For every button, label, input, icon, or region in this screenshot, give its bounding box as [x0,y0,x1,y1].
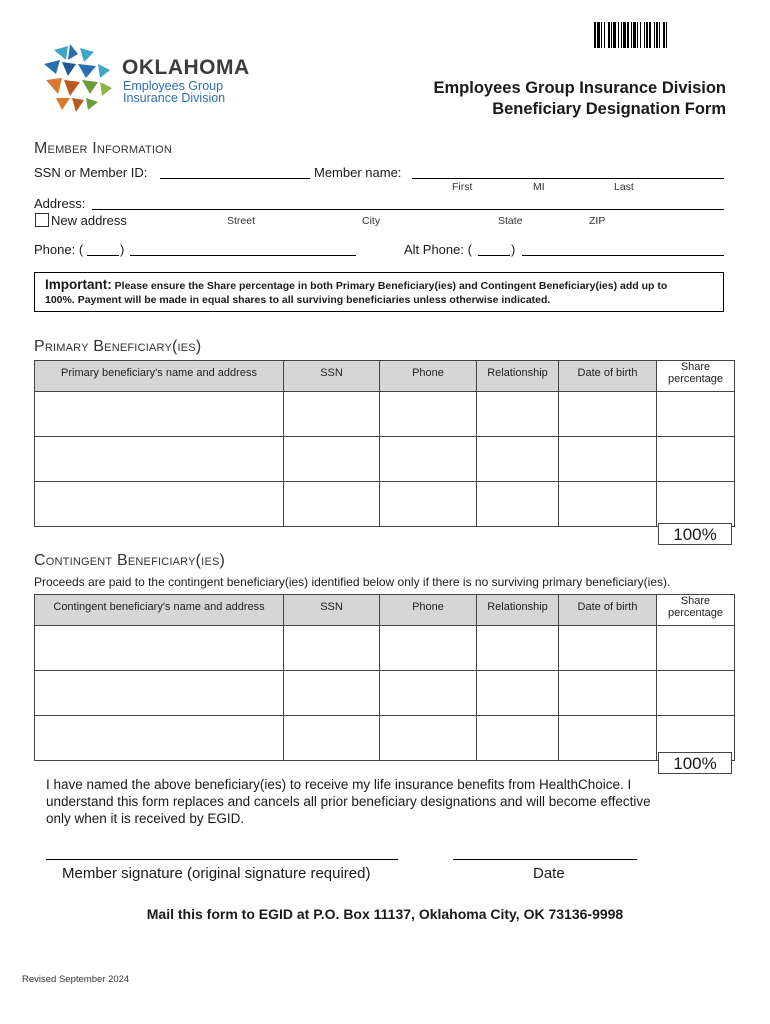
ssn-cell[interactable] [284,392,380,437]
signature-date-input[interactable] [453,859,637,860]
contingent-beneficiaries-heading: Contingent Beneficiary(ies) [34,552,226,569]
address-part-zip: ZIP [589,215,606,227]
primary-share-total: 100% [658,523,732,545]
beneficiary-name-cell[interactable] [35,626,284,671]
contingent-beneficiaries-table [34,594,735,761]
ssn-cell[interactable] [284,626,380,671]
address-part-street: Street [227,215,256,227]
ssn-cell[interactable] [284,716,380,761]
barcode-bar [667,22,669,48]
column-header: Phone [380,361,477,392]
contingent-note: Proceeds are paid to the contingent beneficiary(ies) identified below only if there is no surviving primary beneficiary(ies). [34,575,671,589]
name-part-last: Last [614,181,634,193]
column-header: Share percentage [657,361,735,392]
contingent-share-total: 100% [658,752,732,774]
ssn-label: SSN or Member ID: [34,165,148,180]
relationship-cell[interactable] [477,671,559,716]
relationship-cell[interactable] [477,626,559,671]
ssn-cell[interactable] [284,482,380,527]
address-input[interactable] [92,209,724,210]
member-name-label: Member name: [314,165,402,180]
column-header: Date of birth [559,595,657,626]
important-notice: Important: Please ensure the Share percentage in both Primary Beneficiary(ies) and Contingent Beneficiary(ies) add up to 100%. Payment will be made in equal shares to all surviving beneficiaries unless otherwise indicated. [34,272,724,312]
column-header: Phone [380,595,477,626]
alt-phone-close-paren: ) [511,242,516,257]
table-row [35,716,735,761]
new-address-label: New address [51,213,127,228]
phone-cell[interactable] [380,716,477,761]
relationship-cell[interactable] [477,482,559,527]
logo-wordmark: OKLAHOMA [122,56,250,79]
phone-cell[interactable] [380,671,477,716]
column-header: SSN [284,361,380,392]
column-header: Relationship [477,361,559,392]
primary-beneficiaries-table [34,360,735,527]
address-part-city: City [362,215,381,227]
name-part-mi: MI [533,181,545,193]
alt-phone-label: Alt Phone: ( [404,242,472,257]
alt-phone-area-code-input[interactable] [478,255,510,256]
share-cell[interactable] [657,626,735,671]
revision-date: Revised September 2024 [22,974,130,985]
relationship-cell[interactable] [477,392,559,437]
beneficiary-name-cell[interactable] [35,437,284,482]
phone-area-code-input[interactable] [87,255,119,256]
phone-cell[interactable] [380,392,477,437]
mailing-instructions: Mail this form to EGID at P.O. Box 11137, Oklahoma City, OK 73136-9998 [146,906,624,922]
name-part-first: First [452,181,473,193]
address-part-state: State [498,215,523,227]
date-of-birth-cell[interactable] [559,482,657,527]
phone-cell[interactable] [380,482,477,527]
date-label: Date [533,865,565,882]
address-label: Address: [34,196,86,211]
date-of-birth-cell[interactable] [559,626,657,671]
logo-subtitle: Employees Group Insurance Division [123,79,226,105]
share-cell[interactable] [657,671,735,716]
table-row [35,626,735,671]
member-name-input[interactable] [412,178,724,179]
phone-cell[interactable] [380,626,477,671]
column-header: Relationship [477,595,559,626]
phone-cell[interactable] [380,437,477,482]
date-of-birth-cell[interactable] [559,392,657,437]
phone-close-paren: ) [120,242,125,257]
column-header: Share percentage [657,595,735,626]
column-header: Primary beneficiary's name and address [35,361,284,392]
date-of-birth-cell[interactable] [559,671,657,716]
share-cell[interactable] [657,482,735,527]
date-of-birth-cell[interactable] [559,437,657,482]
form-title: Employees Group Insurance Division Beneficiary Designation Form [433,79,726,118]
member-signature-label: Member signature (original signature required) [62,865,371,882]
share-cell[interactable] [657,392,735,437]
table-row [35,671,735,716]
table-row [35,392,735,437]
relationship-cell[interactable] [477,437,559,482]
column-header: SSN [284,595,380,626]
beneficiary-name-cell[interactable] [35,671,284,716]
share-cell[interactable] [657,437,735,482]
new-address-checkbox[interactable] [35,213,49,227]
alt-phone-number-input[interactable] [522,255,724,256]
beneficiary-name-cell[interactable] [35,716,284,761]
member-signature-input[interactable] [46,859,398,860]
ssn-input[interactable] [160,178,310,179]
barcode [594,22,740,48]
authorization-statement: I have named the above beneficiary(ies) to receive my life insurance benefits from HealthChoice. I understand this form replaces and cancels all prior beneficiary designations and will become effective only when it is received by EGID. [46,777,651,826]
column-header: Date of birth [559,361,657,392]
date-of-birth-cell[interactable] [559,716,657,761]
beneficiary-name-cell[interactable] [35,392,284,437]
member-information-heading: Member Information [34,140,173,157]
phone-number-input[interactable] [130,255,356,256]
relationship-cell[interactable] [477,716,559,761]
phone-label: Phone: ( [34,242,84,257]
ssn-cell[interactable] [284,671,380,716]
primary-beneficiaries-heading: Primary Beneficiary(ies) [34,338,202,355]
column-header: Contingent beneficiary's name and address [35,595,284,626]
beneficiary-name-cell[interactable] [35,482,284,527]
ssn-cell[interactable] [284,437,380,482]
table-row [35,482,735,527]
table-row [35,437,735,482]
